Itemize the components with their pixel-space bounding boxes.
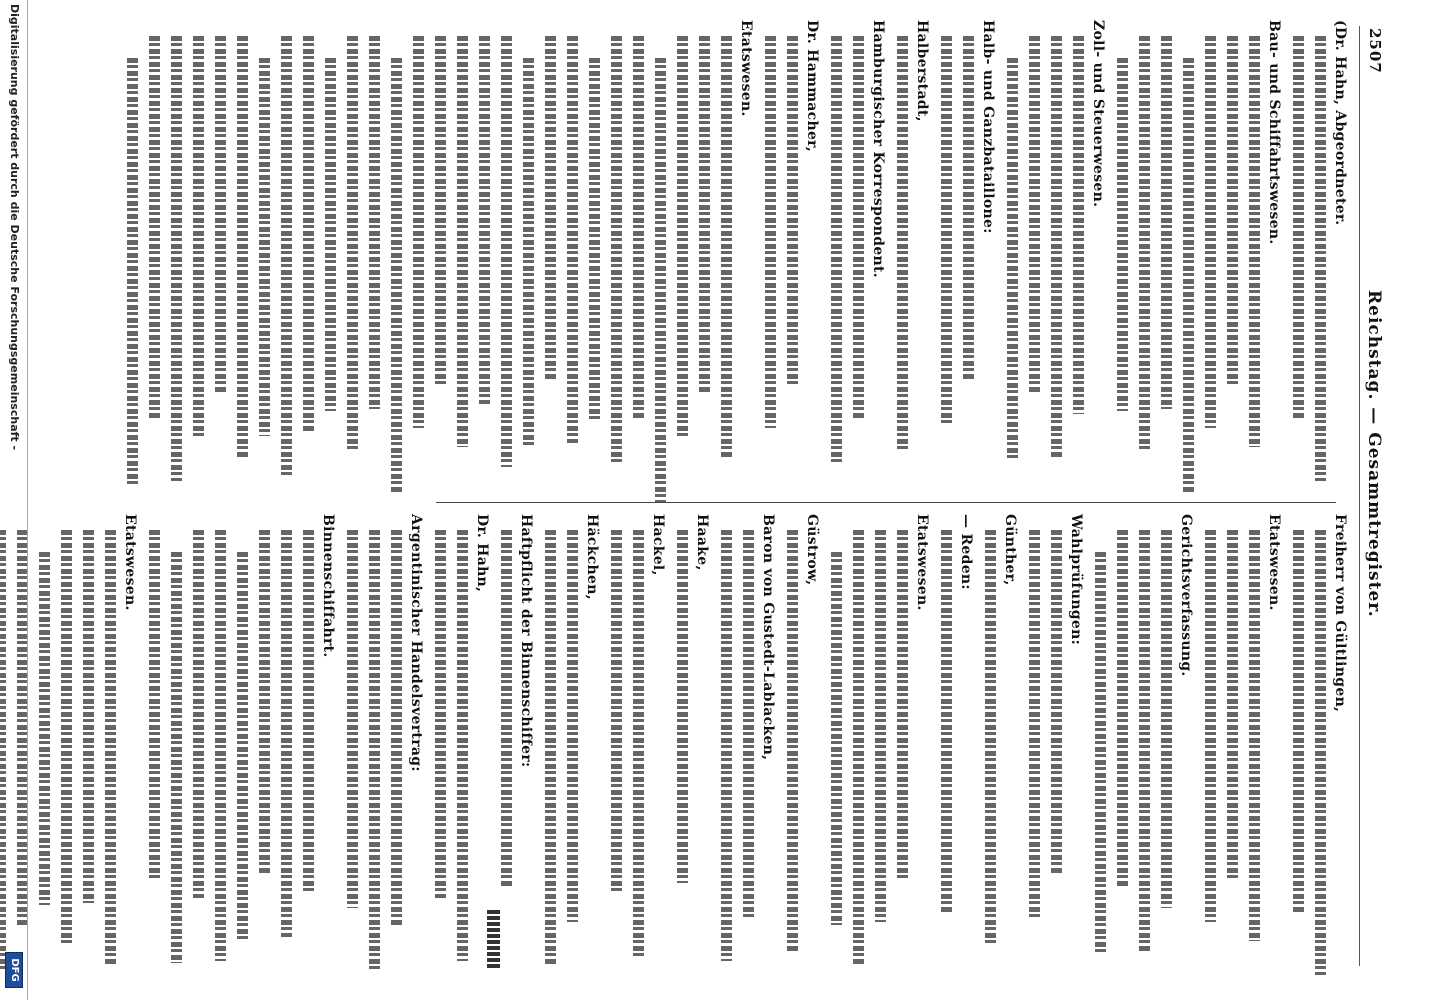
entry-headword: Dr. Hahn, [474,514,490,598]
entry-body-line [1029,36,1040,394]
entry-heading-line [1087,14,1106,498]
entry-body-line [787,530,798,951]
entry-body-line [1117,58,1128,411]
entry-heading-line [119,508,138,992]
index-entry [1293,508,1348,992]
entry-body-line [347,36,358,452]
entry-headword: Dr. Hammacher, [804,20,820,158]
index-entry [831,14,886,498]
entry-body-line [765,36,776,428]
entry-body-line [1095,552,1106,954]
index-entry [765,14,820,498]
entry-body-line [413,36,424,428]
entry-headword: Zoll- und Steuerwesen. [1090,20,1106,213]
entry-body-line [589,58,600,421]
entry-body-line [897,530,908,878]
entry-body-line [545,36,556,380]
entry-body-line [611,530,622,893]
entry-body-line [545,530,556,966]
entry-heading-line [515,508,534,992]
entry-body-line [1249,530,1260,941]
entry-body-line [633,36,644,418]
index-entry [127,14,754,498]
entry-body-line [193,36,204,438]
entry-body-line [941,36,952,423]
index-entry [897,14,930,498]
entry-headword: Güstrow, [804,514,820,591]
entry-heading-line [1263,508,1282,992]
entry-heading-line [317,508,336,992]
entry-body-line [787,36,798,384]
column-divider [436,502,1336,503]
entry-headword: — Reden: [958,514,974,596]
entry-body-line [215,530,226,961]
entry-body-line [1029,530,1040,917]
signature-mark [487,910,500,970]
entry-body-line [61,530,72,946]
entry-body-line [897,36,908,452]
entry-body-line [1315,36,1326,481]
entry-body-line [479,36,490,404]
index-entry [149,508,336,992]
entry-body-line [457,36,468,447]
entry-heading-line [1329,14,1348,498]
entry-headword: Baron von Gustedt-Lablacken, [760,514,776,766]
entry-body-line [171,36,182,481]
index-entry [1205,508,1282,992]
entry-headword: Häckchen, [584,514,600,606]
entry-headword: Binnenschiffahrt. [320,514,336,664]
entry-heading-line [581,508,600,992]
index-entry [545,508,600,992]
index-entry [721,508,776,992]
entry-headword: Halberstadt, [914,20,930,128]
entry-body-line [1227,530,1238,878]
entry-body-line [303,530,314,893]
entry-body-line [1205,36,1216,428]
entry-body-line [215,36,226,394]
entry-body-line [567,530,578,922]
entry-body-line [853,36,864,418]
index-entry [941,14,996,498]
left-column [548,14,1348,498]
index-entry [1095,508,1194,992]
index-entry [985,508,1018,992]
dfg-logo-icon: DFG [5,952,23,988]
entry-body-line [677,36,688,438]
entry-body-line [875,530,886,922]
index-entry [1029,508,1084,992]
entry-body-line [281,530,292,937]
entry-headword: Etatswesen. [738,20,754,123]
index-entry [1293,14,1348,498]
entry-body-line [501,530,512,888]
entry-body-line [347,530,358,908]
entry-body-line [1051,530,1062,874]
entry-heading-line [977,14,996,498]
entry-body-line [963,36,974,380]
entry-heading-line [999,508,1018,992]
entry-body-line [721,36,732,457]
entry-body-line [1139,530,1150,951]
entry-headword: Haftpflicht der Binnenschiffer: [518,514,534,774]
entry-body-line [237,36,248,457]
entry-headword: Halb- und Ganzbataillone: [980,20,996,240]
entry-body-line [391,58,402,494]
entry-body-line [39,552,50,905]
entry-body-line [303,36,314,433]
right-column [122,508,1348,992]
index-entry [611,508,666,992]
entry-headword: Bau- und Schiffahrtswesen. [1266,20,1282,251]
entry-headword: Hackel, [650,514,666,582]
entry-body-line [193,530,204,898]
footer-credit: Digitalisierung gefördert durch die Deutsche Forschungsgemeinschaft - [8,4,21,451]
entry-body-line [699,36,710,394]
index-entry [1117,14,1282,498]
entry-body-line [633,530,644,956]
entry-body-line [1205,530,1216,922]
entry-headword: Gerichtsverfassung. [1178,514,1194,683]
entry-body-line [743,530,754,917]
entry-body-line [831,36,842,462]
entry-body-line [369,36,380,409]
entry-body-line [149,530,160,878]
header-rule [1359,26,1360,966]
entry-body-line [1051,36,1062,457]
entry-headword: (Dr. Hahn, Abgeordneter. [1332,20,1348,231]
entry-headword: Etatswesen. [1266,514,1282,617]
entry-body-line [1293,36,1304,418]
entry-headword: Etatswesen. [122,514,138,617]
entry-body-line [721,530,732,961]
entry-body-line [1117,530,1128,888]
entry-body-line [1139,36,1150,452]
entry-body-line [171,552,182,963]
entry-body-line [259,530,270,874]
entry-heading-line [911,14,930,498]
entry-body-line [1227,36,1238,384]
entry-heading-line [1065,508,1084,992]
index-entry [941,508,974,992]
entry-heading-line [801,14,820,498]
entry-body-line [149,36,160,418]
entry-heading-line [911,508,930,992]
entry-body-line [941,530,952,912]
entry-body-line [985,530,996,946]
entry-body-line [677,530,688,883]
page-header [1352,0,1432,1000]
entry-heading-line [647,508,666,992]
entry-body-line [567,36,578,443]
entry-body-line [1161,36,1172,409]
entry-body-line [853,530,864,966]
entry-headword: Argentinischer Handelsvertrag: [408,514,424,778]
entry-heading-line [1175,508,1194,992]
entry-body-line [105,530,116,966]
entry-body-line [457,530,468,961]
entry-body-line [435,530,446,898]
entry-body-line [501,36,512,467]
entry-heading-line [405,508,424,992]
entry-body-line [1315,530,1326,975]
entry-body-line [1007,58,1018,460]
page-number: 2507 [1366,28,1384,74]
entry-body-line [259,58,270,436]
entry-headword: Günther, [1002,514,1018,592]
entry-body-line [611,36,622,462]
entry-heading-line [757,508,776,992]
running-head: Reichstag. — Gesammtregister. [1364,290,1384,618]
index-entry [677,508,710,992]
entry-body-line [1073,36,1084,414]
entry-heading-line [955,508,974,992]
entry-headword: Etatswesen. [914,514,930,617]
index-entry [1007,14,1106,498]
entry-body-line [1293,530,1304,912]
entry-body-line [435,36,446,384]
index-entry [831,508,930,992]
entry-heading-line [801,508,820,992]
page-footer [0,0,28,1000]
index-entry [787,508,820,992]
index-entry [435,508,490,992]
entry-body-line [369,530,380,970]
entry-body-line [1183,58,1194,494]
entry-heading-line [1329,508,1348,992]
entry-body-line [127,58,138,484]
entry-heading-line [867,14,886,498]
entry-body-line [325,58,336,411]
entry-body-line [237,552,248,939]
entry-headword: Hamburgischer Korrespondent. [870,20,886,284]
index-entry [347,508,424,992]
entry-body-line [831,552,842,925]
entry-headword: Wahlprüfungen: [1068,514,1084,651]
entry-heading-line [691,508,710,992]
entry-body-line [1161,530,1172,908]
entry-body-line [523,58,534,445]
entry-body-line [83,530,94,903]
entry-heading-line [735,14,754,498]
entry-body-line [281,36,292,476]
entry-heading-line [1263,14,1282,498]
entry-body-line [1249,36,1260,447]
index-entry [501,508,534,992]
entry-headword: Freiherr von Gültlingen, [1332,514,1348,718]
entry-body-line [391,530,402,927]
entry-headword: Haake, [694,514,710,577]
entry-body-line [655,58,666,503]
